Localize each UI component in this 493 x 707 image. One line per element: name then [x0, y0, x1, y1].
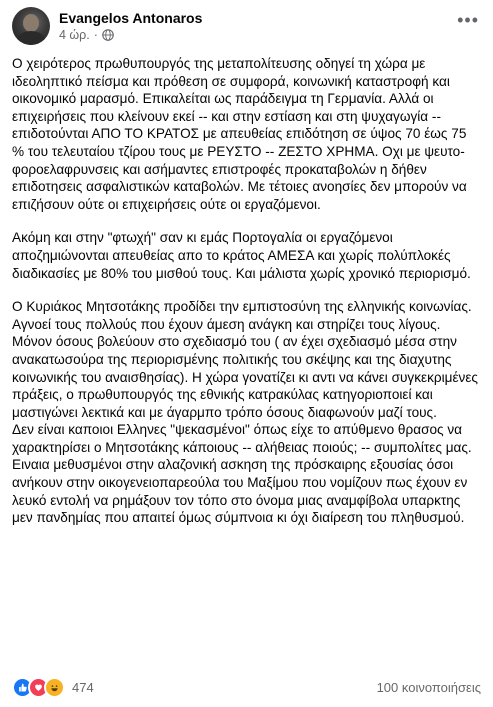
author-name[interactable]: Evangelos Antonaros [59, 10, 203, 26]
post-paragraph: Ακόμη και στην "φτωχή" σαν κι εμάς Πορτογαλία οι εργαζόμενοι αποζημιώνονται απευθείας απο το κράτος ΑΜΕΣΑ και χωρίς πολύπλοκές διαδικασίες με 80% του μισθού τους. Και μάλιστα χωρίς χρονικό περιορισμό. [12, 230, 471, 281]
haha-reaction-icon [44, 677, 65, 698]
post-paragraph: Ο Κυριάκος Μητσοτάκης προδίδει την εμπιστοσύνη της ελληνικής κοινωνίας. Αγνοεί τους πολλούς που έχουν άμεση ανάγκη και στηρίζει τους λίγους. Μόνον όσους βολεύουν στο σχεδιασμό του ( αν έχει σχεδιασμό μέσα στην ανακατωσούρα της περιορισμένης πολιτικής του σκέψης και της διαχυτης κοινωνικής του αναισθησίας). Η χώρα γονατίζει κι αντι να κάνει συγκεκριμένες πράξεις, ο πρωθυπουργός της εθνικής κατρακύλας κατηγοριοποιεί και μαστιγώνει λεκτικά και με άγαρμπο τρόπο όσους διαφωνούν μαζί τους. [12, 299, 478, 420]
separator-dot: · [93, 28, 98, 42]
post-header [12, 4, 202, 48]
reactions-summary[interactable] [12, 677, 94, 698]
post-meta [59, 9, 202, 43]
more-options-icon[interactable]: ••• [457, 10, 479, 30]
globe-icon[interactable] [102, 29, 114, 41]
shares-count[interactable]: 100 κοινοποιήσεις [376, 679, 481, 695]
post-paragraph: Δεν είναι καποιοι Ελληνες "ψεκασμένοι" όπως είχε το απύθμενο θρασος να χαρακτηρίσει ο Μητσοτάκης κάποιους -- αλήθειας ποιούς; -- συμπολίτες μας. Ειναια μεθυσμένοι στην αλαζονική ασκηση της πρόσκαιρης εξουσίας όσοι ανήκουν στην οικογενειοπαρεούλα του Μαξίμου που νομίζουν πως έχουν εν λευκό εντολή να ρημάξουν τον τόπο στο όνομα μιας αναμφίβολα υπαρκτης μεν πανδημίας που απαιτεί όμως σύμπνοια κι όχι διαίρεση του πληθυσμού. [12, 422, 472, 526]
post-paragraph: Ο χειρότερος πρωθυπουργός της μεταπολίτευσης οδηγεί τη χώρα με ιδεοληπτικό πείσμα και πρόθεση σε συμφορά, κοινωνική καταστροφή και οικονομικό μαρασμό. Επικαλείται ως παράδειγμα τη Γερμανία. Αλλά οι επιχειρήσεις που κλείνουν εκεί -- και στην εστίαση και στη ψυχαγωγία -- επιδοτούνται ΑΠΟ ΤΟ ΚΡΑΤΟΣ με απευθείας επιδότηση σε ύψος 70 έως 75 % του τελευταίου τζίρου τους με ΡΕΥΣΤΟ -- ΖΕΣΤΟ ΧΡΗΜΑ. Οχι με ψευτο-φοροελαφρυνσεις και ασήμαντες επιστροφές προκαταβολών η δήθεν επιδοτησεις ασφαλιστικών καταβολών. Με τέτοιες ανοησίες δεν μπορούν να επιζήσουν ούτε οι επιχειρήσεις ούτε οι εργαζόμενοι. [12, 56, 467, 212]
post-time[interactable]: 4 ώρ. [59, 28, 90, 42]
post-footer [12, 676, 481, 698]
reactions-count[interactable]: 474 [72, 679, 94, 695]
post-subline [59, 27, 202, 43]
author-avatar[interactable] [12, 7, 50, 45]
post-body [12, 55, 482, 527]
